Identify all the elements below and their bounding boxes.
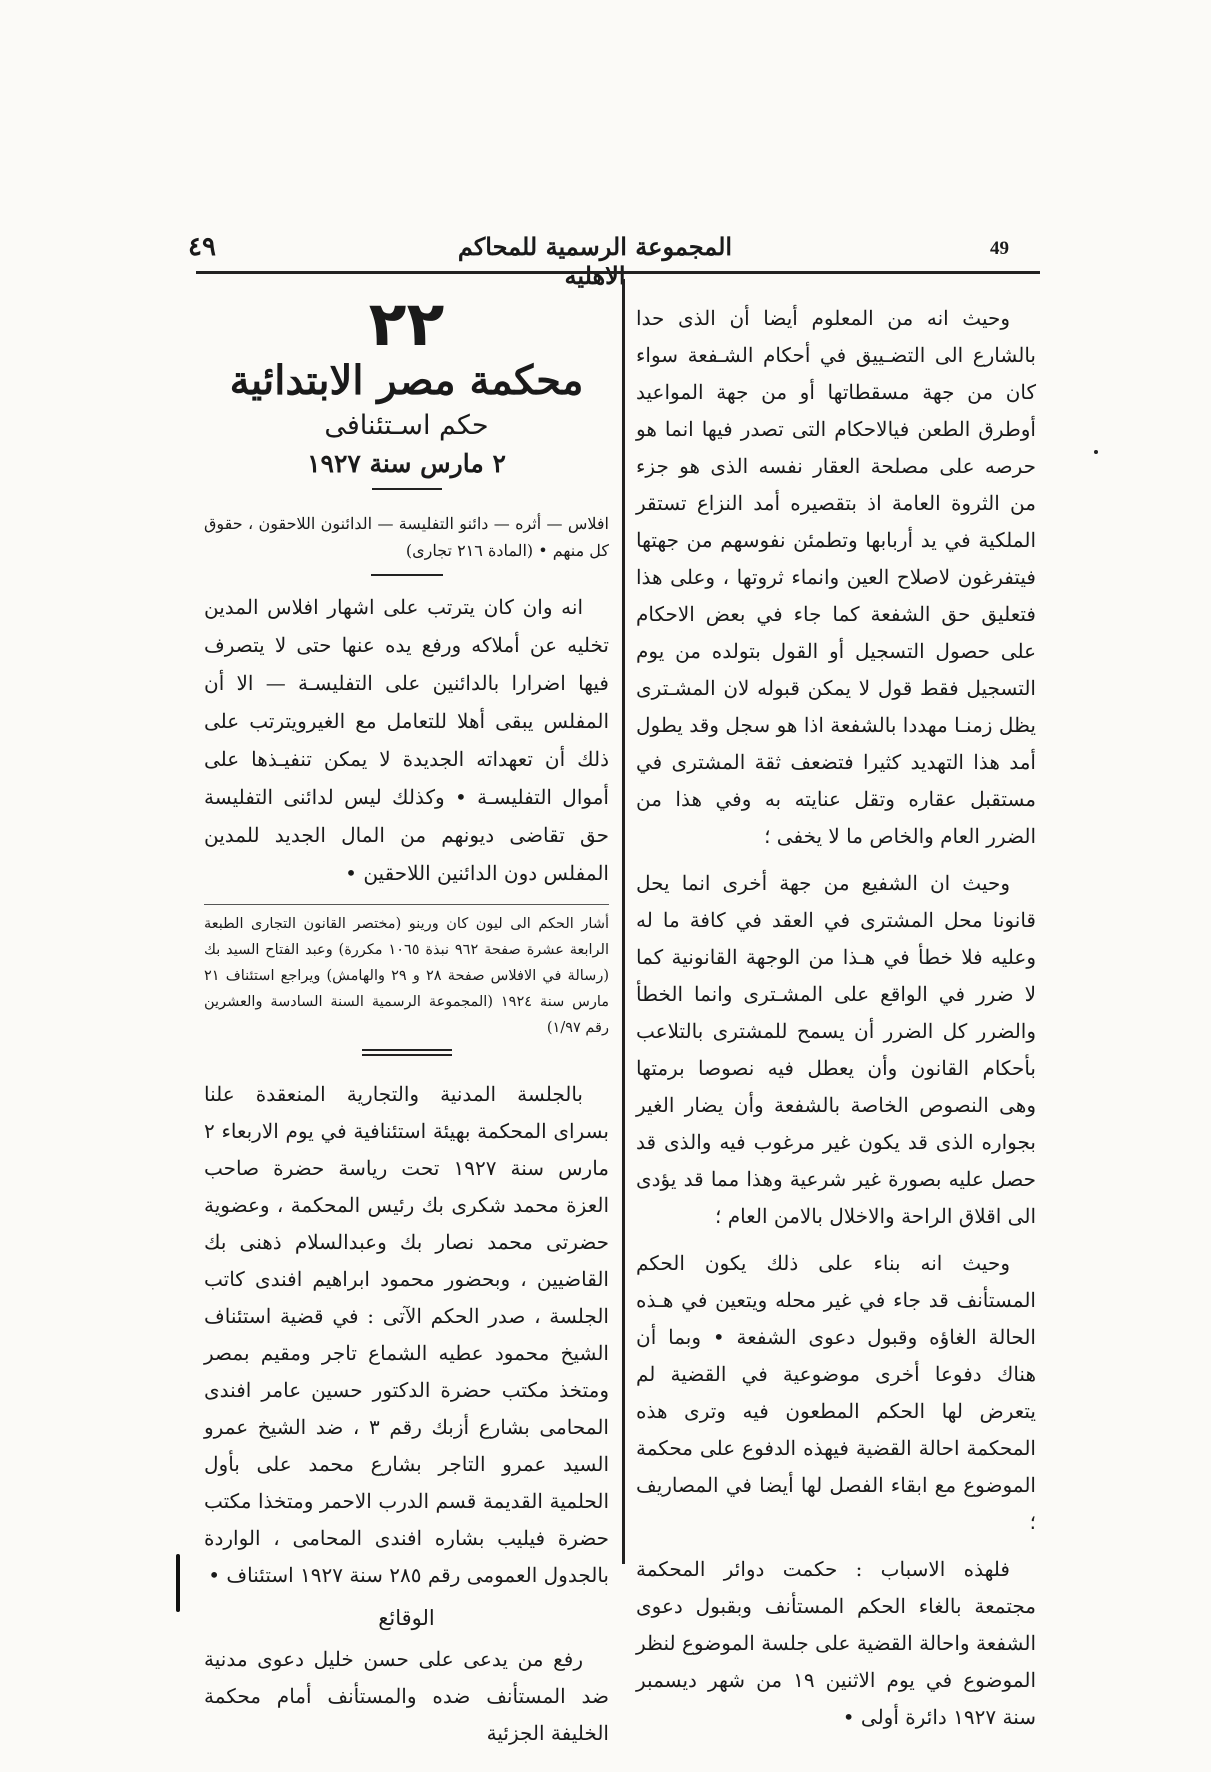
left-column [204,287,610,1752]
ruling-paragraph: فلهذه الاسباب : حكمت دوائر المحكمة مجتمعة بالغاء الحكم المستأنف وبقبول دعوى الشفعة واحالة القضية على جلسة الموضوع لنظر الموضوع في يوم الاثنين ١٩ من شهر ديسمبر سنة ١٩٢٧ دائرة أولى • [636,1557,1037,1729]
running-header-title: المجموعة الرسمية للمحاكم الاهلية [457,232,733,290]
divider [372,488,442,490]
page-number-arabic: ٤٩ [188,232,216,262]
double-divider [362,1049,452,1056]
reference-note: أشار الحكم الى ليون كان ورينو (مختصر القانون التجارى الطبعة الرابعة عشرة صفحة ٩٦٢ نبذة ١٠٦٥ مكررة) وعبد الفتاح السيد بك (رسالة في الافلاس صفحة ٢٨ و ٢٩ والهامش) ويراجع استئناف ٢١ مارس سنة ١٩٢٤ (المجموعة الرسمية السنة السادسة والعشرين رقم ١/٩٧) [204,916,610,1036]
session-paragraph: بالجلسة المدنية والتجارية المنعقدة علنا بسراى المحكمة بهيئة استئنافية في يوم الاربعاء ٢ مارس سنة ١٩٢٧ تحت رياسة حضرة صاحب العزة محمد شكرى بك رئيس المحكمة ، وعضوية حضرتى محمد نصار بك وعبدالسلام ذهنى بك القاضيين ، وبحضور محمود ابراهيم افندى كاتب الجلسة ، صدر الحكم الآتى : في قضية استئناف الشيخ محمود عطيه الشماع تاجر ومقيم بمصر ومتخذ مكتب حضرة الدكتور حسين عامر افندى المحامى بشارع أزبك رقم ٣ ، ضد الشيخ عمرو السيد عمرو التاجر بشارع محمد على بأول الحلمية القديمة قسم الدرب الاحمر ومتخذا مكتب حضرة فيليب بشاره افندى المحامى ، الواردة بالجدول العمومى رقم ٢٨٥ سنة ١٩٢٧ استئناف • [204,1082,609,1587]
case-keywords: افلاس — أثره — دائنو التفليسة — الدائنون اللاحقون ، حقوق كل منهم • (المادة ٢١٦ تجارى) [204,514,609,560]
page-number: 49 [990,238,1009,259]
column-divider [622,279,625,1564]
right-column [636,300,1036,1736]
court-name: محكمة مصر الابتدائية [229,357,584,404]
note-rule [204,904,609,905]
legal-principle: انه وان كان يترتب على اشهار افلاس المدين تخليه عن أملاكه ورفع يده عنها حتى لا يتصرف فيها اضرارا بالدائنين على التفليسـة — الا أن المفلس يبقى أهلا للتعامل مع الغيرويترتب على ذلك أن تعهداته الجديدة لا يمكن تنفيـذها على أموال التفليسـة • وكذلك ليس لدائنى التفليسة حق تقاضى ديونهم من المال الجديد للمدين المفلس دون الدائنين اللاحقين • [204,595,609,885]
paragraph-2: وحيث ان الشفيع من جهة أخرى انما يحل قانونا محل المشترى في العقد في كافة ما له وعليه فلا خطأ في هـذا من الوجهة القانونية كما لا ضرر في الواقع على المشـترى وانما الخطأ والضرر كل الضرر أن يسمح للمشترى بالتلاعب بأحكام القانون وأن يعطل فيه نصوصا برمتها وهى النصوص الخاصة بالشفعة وأن يضار الغير بجواره الذى قد يكون غير مرغوب فيه والذى قد حصل عليه بصورة غير شرعية وهذا مما قد يؤدى الى اقلاق الراحة والاخلال بالامن العام ؛ [636,871,1036,1228]
case-number: ٢٢ [368,287,445,360]
paragraph-1: وحيث انه من المعلوم أيضا أن الذى حدا بالشارع الى التضـييق في أحكام الشـفعة سواء كان من جهة مسقطاتها أو من جهة المواعيد أوطرق الطعن فيالاحكام التى تصدر فيها انما هو حرصه على مصلحة العقار نفسه الذى هو جزء من الثروة العامة اذ بتقصيره أمد النزاع تستقر الملكية في يد أربابها وتطمئن نفوسهم من جهتها فيتفرغون لاصلاح العين وانماء ثروتها ، وعلى هذا فتعليق حق الشفعة كما جاء في بعض الاحكام على حصول التسجيل أو القول بتولده من يوم التسجيل فقط قول لا يمكن قبوله لان المشـترى يظل زمنـا مهددا بالشفعة اذا هو سجل وقد يطول أمد هذا التهديد كثيرا فتضعف ثقة المشترى في مستقبل عقاره وتقل عنايته به وفي هذا من الضرر العام والخاص ما لا يخفى ؛ [636,306,1036,848]
facts-heading: الوقائع [378,1606,435,1630]
paragraph-3: وحيث انه بناء على ذلك يكون الحكم المستأنف قد جاء في غير محله ويتعين في هـذه الحالة الغاؤه وقبول دعوى الشفعة • وبما أن هناك دفوعا أخرى موضوعية في القضية لم يتعرض لها الحكم المطعون فيه وترى هذه المحكمة احالة القضية فيهذه الدفوع على محكمة الموضوع مع ابقاء الفصل لها أيضا في المصاريف ؛ [636,1251,1036,1534]
facts-paragraph: رفع من يدعى على حسن خليل دعوى مدنية ضد المستأنف ضده والمستأنف أمام محكمة الخليفة الجزئية [204,1647,609,1745]
header-rule [196,271,1040,274]
margin-mark [176,1554,180,1612]
divider [371,574,443,576]
margin-dot [1094,450,1098,454]
ruling-date: ٢ مارس سنة ١٩٢٧ [307,449,506,478]
ruling-kind: حكم اسـتئنافى [324,410,489,441]
